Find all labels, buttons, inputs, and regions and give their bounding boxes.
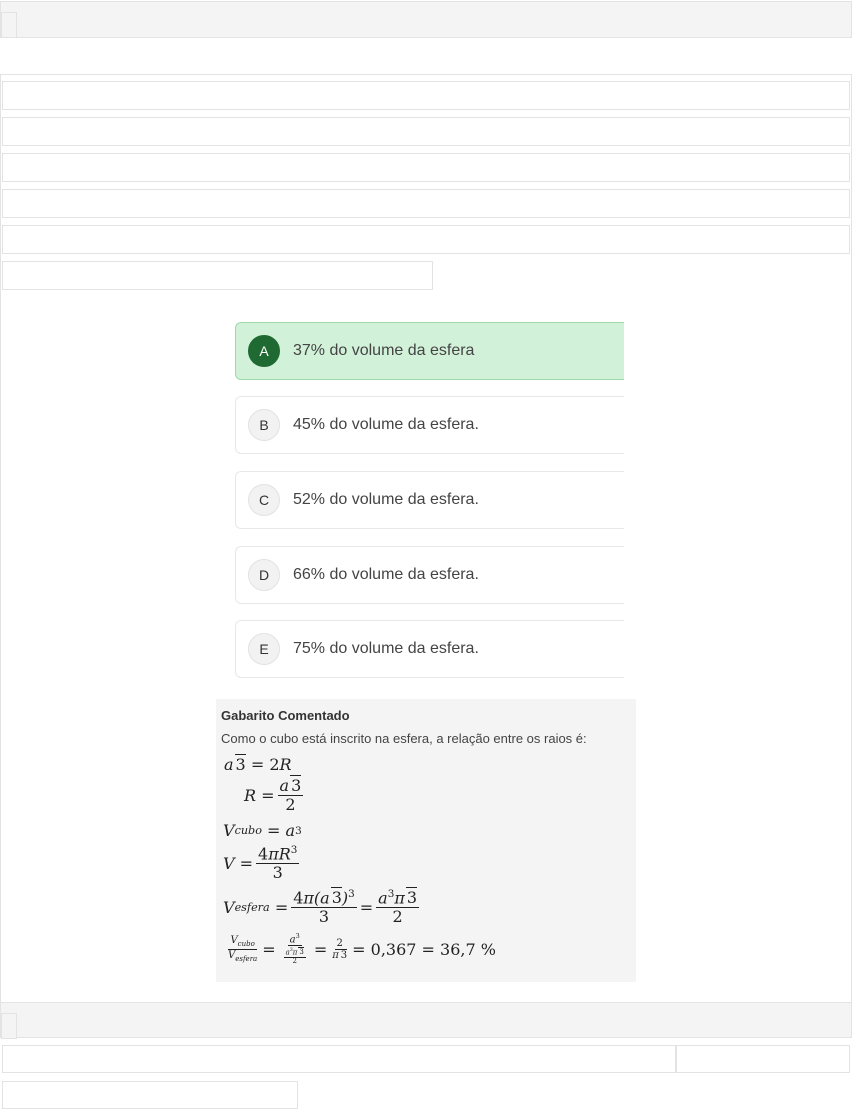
option-letter-badge: A <box>248 335 280 367</box>
option-a[interactable] <box>235 322 624 380</box>
question-line-1 <box>2 81 850 110</box>
top-toolbar <box>0 1 852 38</box>
option-text: 66% do volume da esfera. <box>293 566 479 583</box>
option-text: 37% do volume da esfera <box>293 342 475 359</box>
question-line-5 <box>2 225 850 254</box>
bottom-toolbar-handle[interactable] <box>1 1013 17 1039</box>
formula-result: = 0,367 = 36,7 % <box>352 939 496 959</box>
bottom-toolbar <box>0 1002 852 1038</box>
option-c[interactable] <box>235 471 624 529</box>
formula-volume-ratio: $\frac{V_{cubo}}{V_{esfera}}$ = $\frac{a^3}{\frac{a^3\pi 3}{2}}$ = $\frac{2}{\pi 3}$ = 0,367 = 36,7 % <box>228 932 496 966</box>
formula-radius-relation: a 3 = 2 R <box>224 754 292 774</box>
option-text: 52% do volume da esfera. <box>293 491 479 508</box>
bottom-field-side <box>676 1045 850 1073</box>
answer-explanation-panel <box>216 699 636 982</box>
toolbar-handle[interactable] <box>1 12 17 38</box>
option-b[interactable] <box>235 396 624 454</box>
question-line-4 <box>2 189 850 218</box>
option-letter-badge: D <box>248 559 280 591</box>
option-letter-badge: C <box>248 484 280 516</box>
explanation-title: Gabarito Comentado <box>221 708 350 723</box>
formula-volume-sphere: V = $\frac{4\pi R^3}{3}$ <box>223 844 298 882</box>
question-line-2 <box>2 117 850 146</box>
formula-volume-sphere-expanded: V esfera = $\frac{4\pi(a 3)^3}{3}$ = $\frac{a^3\pi 3}{2}$ <box>223 888 418 926</box>
option-letter-badge: B <box>248 409 280 441</box>
formula-volume-cube: V cubo = a 3 <box>223 821 302 840</box>
formula-radius: R = $\frac{a 3}{2}$ <box>244 776 302 814</box>
option-text: 75% do volume da esfera. <box>293 640 479 657</box>
bottom-field-main <box>2 1045 676 1073</box>
question-line-3 <box>2 153 850 182</box>
option-letter-badge: E <box>248 633 280 665</box>
bottom-field-short <box>2 1081 298 1109</box>
option-text: 45% do volume da esfera. <box>293 416 479 433</box>
option-d[interactable] <box>235 546 624 604</box>
explanation-intro: Como o cubo está inscrito na esfera, a relação entre os raios é: <box>221 731 587 746</box>
option-e[interactable] <box>235 620 624 678</box>
question-line-6 <box>2 261 433 290</box>
